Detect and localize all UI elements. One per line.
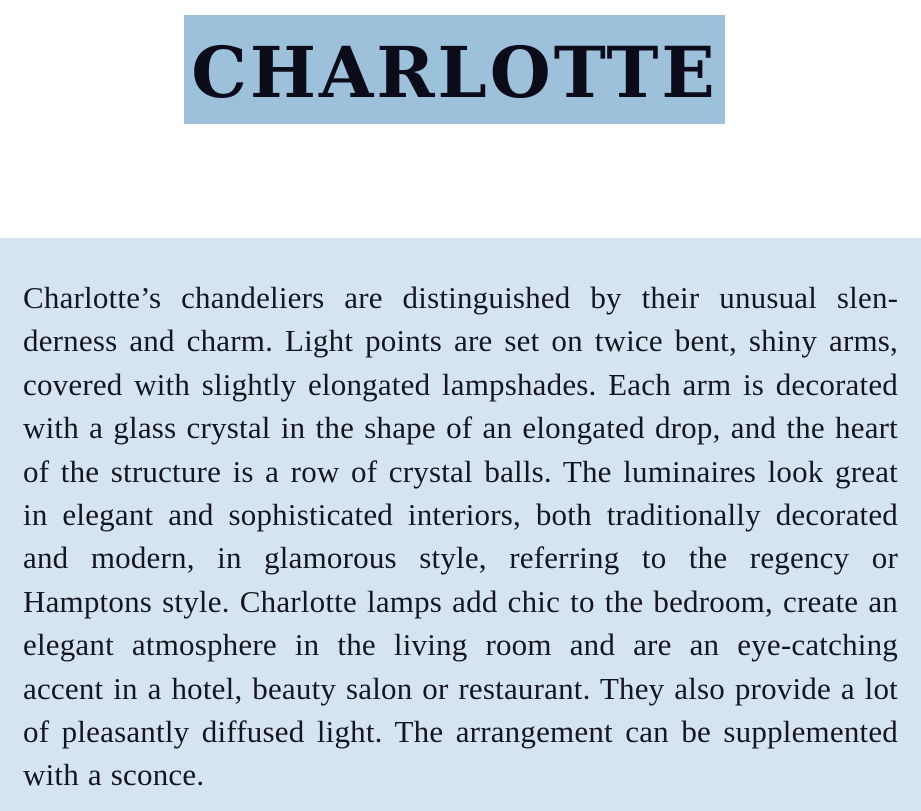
description-panel — [0, 238, 921, 811]
title-banner — [184, 15, 725, 124]
description-paragraph: Charlotte’s chandeliers are distinguished by their unusual slenderness and charm. Light points are set on twice bent, shiny arms, covered with slightly elongated lampshades. Each arm is decorated with a glass crystal in the shape of an elongated drop, and the heart of the structure is a row of crystal balls. The luminaires look great in elegant and sophisticated interiors, both traditionally decorated and modern, in glamorous style, referring to the regency or Hamptons style. Charlotte lamps add chic to the bedroom, create an elegant atmosphere in the living room and are an eye-catching accent in a hotel, beauty salon or restaurant. They also provide a lot of pleasantly diffused light. The arrangement can be supplemented with a sconce. — [23, 280, 898, 793]
page-title: CHARLOTTE — [191, 30, 718, 114]
